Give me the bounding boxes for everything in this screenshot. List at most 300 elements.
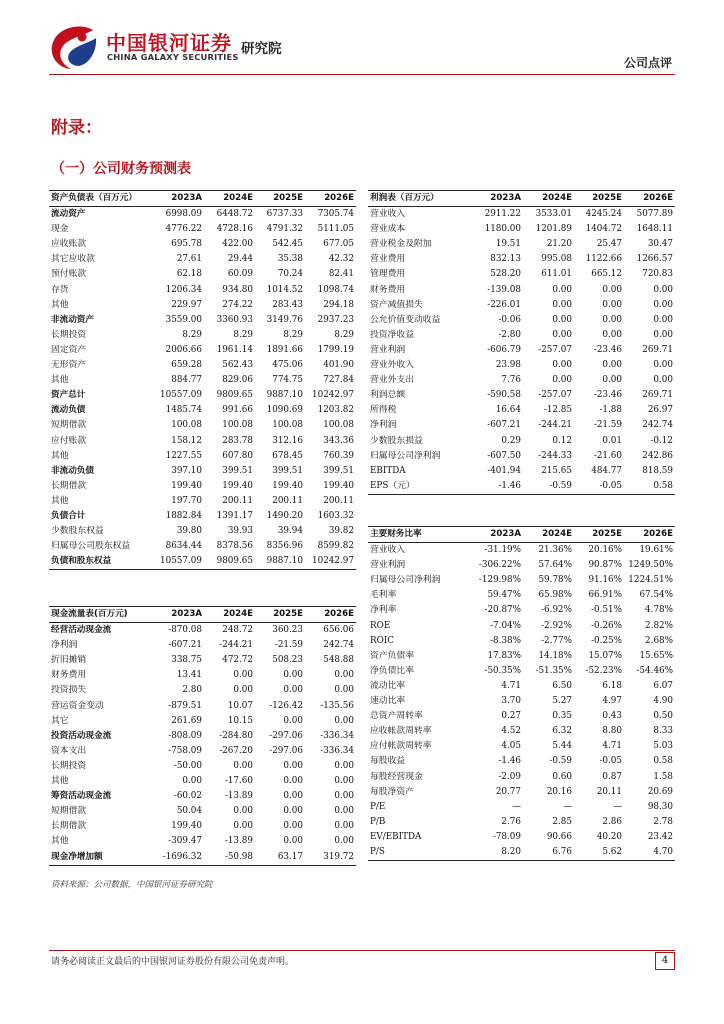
table-cell: 338.75 — [171, 655, 202, 666]
row-label: 其他 — [51, 375, 69, 386]
table-cell: -31.19% — [484, 545, 521, 556]
column-header: 2025E — [255, 607, 305, 623]
table-cell: 1201.89 — [535, 224, 572, 235]
row-label: 其他 — [51, 836, 69, 847]
table-cell: 0.27 — [501, 711, 521, 722]
table-row — [368, 222, 675, 237]
row-label: 财务费用 — [51, 670, 87, 681]
table-row — [368, 343, 675, 358]
column-header: 2024E — [204, 607, 255, 623]
table-row — [49, 328, 356, 343]
row-label: 资产负债率 — [370, 650, 414, 661]
table-cell: 29.44 — [227, 254, 253, 265]
table-cell: -0.05 — [574, 479, 624, 495]
table-cell: 508.23 — [272, 655, 303, 666]
table-cell: 39.93 — [227, 526, 253, 537]
logo-english-name: CHINA GALAXY SECURITIES — [107, 52, 239, 62]
table-cell: 695.78 — [171, 239, 202, 250]
table-cell: -226.01 — [487, 299, 521, 310]
table-cell: 7.76 — [501, 375, 521, 386]
table-cell: 0.00 — [283, 760, 303, 771]
table-row — [49, 653, 356, 668]
column-header: 2026E — [624, 191, 675, 207]
table-cell: 2.76 — [501, 816, 521, 827]
table-cell: 0.00 — [233, 806, 253, 817]
table-cell: 269.71 — [642, 390, 673, 401]
table-cell: 70.24 — [277, 269, 303, 280]
row-label: 公允价值变动收益 — [370, 314, 441, 325]
row-label: 流动负债 — [51, 405, 86, 416]
row-label: ROIC — [370, 635, 395, 646]
table-cell: 0.50 — [653, 711, 673, 722]
table-cell: 1485.74 — [165, 405, 202, 416]
table-cell: 39.94 — [277, 526, 303, 537]
table-row — [49, 789, 356, 804]
table-cell: 0.00 — [334, 685, 354, 696]
table-cell: 283.78 — [222, 435, 253, 446]
table-cell: -0.51% — [591, 605, 622, 616]
table-title: 现金流量表(百万元) — [49, 607, 153, 623]
table-cell: 656.06 — [323, 625, 354, 636]
row-label: 净利率 — [370, 605, 397, 616]
row-label: 每股净资产 — [370, 786, 414, 797]
table-cell: 0.00 — [653, 299, 673, 310]
table-cell: 659.28 — [171, 360, 202, 371]
table-row — [49, 554, 356, 570]
table-cell: 197.70 — [171, 495, 202, 506]
table-cell: 399.51 — [272, 465, 303, 476]
table-cell: 1882.84 — [165, 510, 202, 521]
research-institute-label: 研究院 — [241, 41, 282, 57]
table-cell: 283.43 — [272, 299, 303, 310]
table-row — [368, 403, 675, 418]
table-cell: 0.00 — [182, 776, 202, 787]
table-row — [368, 558, 675, 573]
table-cell: 4728.16 — [216, 224, 253, 235]
row-label: 其他 — [51, 495, 69, 506]
table-cell: 0.00 — [334, 806, 354, 817]
table-row — [49, 494, 356, 509]
table-cell: 4.71 — [501, 680, 521, 691]
footer-divider — [49, 950, 675, 951]
row-label: 流动资产 — [51, 209, 86, 220]
page-number: 4 — [655, 952, 675, 970]
table-row — [368, 709, 675, 724]
table-cell: 57.64% — [538, 560, 572, 571]
table-cell: 1490.20 — [266, 510, 303, 521]
table-cell: 401.90 — [323, 360, 354, 371]
table-cell: 677.05 — [323, 239, 354, 250]
table-cell: 0.00 — [334, 670, 354, 681]
table-cell: 20.16 — [546, 786, 572, 797]
table-cell: 0.00 — [334, 776, 354, 787]
table-cell: 2.85 — [552, 816, 572, 827]
table-cell: 40.20 — [596, 831, 622, 842]
table-cell: -12.85 — [543, 405, 572, 416]
column-header: 2026E — [305, 191, 356, 207]
table-cell: 27.61 — [176, 254, 202, 265]
table-cell: 0.00 — [334, 715, 354, 726]
table-cell: 829.06 — [222, 375, 253, 386]
table-row — [368, 815, 675, 830]
table-cell: 0.00 — [552, 360, 572, 371]
table-cell: 6.07 — [653, 680, 673, 691]
table-cell: 720.83 — [642, 269, 673, 280]
table-cell: 199.40 — [323, 480, 354, 491]
table-cell: 475.06 — [272, 360, 303, 371]
table-row — [368, 785, 675, 800]
row-label: 流动比率 — [370, 680, 406, 691]
table-cell: 472.72 — [222, 655, 253, 666]
table-cell: 0.00 — [283, 685, 303, 696]
table-cell: 1224.51% — [628, 575, 673, 586]
table-cell: -336.34 — [320, 730, 354, 741]
row-label: 营业利润 — [370, 560, 406, 571]
table-cell: 343.36 — [323, 435, 354, 446]
table-row — [368, 373, 675, 388]
table-cell: 10557.09 — [153, 554, 204, 570]
table-cell: 1648.11 — [636, 224, 673, 235]
table-cell: -17.60 — [224, 776, 253, 787]
table-cell: 66.91% — [588, 590, 622, 601]
table-cell: 1799.19 — [317, 344, 354, 355]
table-cell: 319.72 — [305, 850, 356, 866]
table-cell: 5111.05 — [317, 224, 354, 235]
table-cell: -590.58 — [487, 390, 521, 401]
table-row — [49, 252, 356, 267]
table-cell: 0.00 — [602, 314, 622, 325]
table-cell: 8.29 — [182, 329, 202, 340]
table-cell: 15.07% — [588, 650, 622, 661]
table-row — [368, 770, 675, 785]
table-row — [49, 683, 356, 698]
balance-sheet-table — [49, 190, 356, 570]
table-cell: 199.40 — [171, 821, 202, 832]
table-cell: -244.21 — [219, 640, 253, 651]
table-cell: 611.01 — [541, 269, 572, 280]
table-cell: 0.29 — [501, 435, 521, 446]
table-cell: 248.72 — [222, 625, 253, 636]
table-cell: -244.33 — [538, 450, 572, 461]
table-cell: 0.00 — [233, 670, 253, 681]
table-header-row — [368, 527, 675, 543]
table-cell: 65.98% — [538, 590, 572, 601]
logo-chinese-name: 中国银河证券 — [106, 31, 232, 55]
row-label: 其它应收款 — [51, 254, 95, 265]
table-cell: 0.00 — [233, 685, 253, 696]
table-cell: 8.20 — [472, 845, 523, 861]
table-cell: 158.12 — [171, 435, 202, 446]
table-title: 利润表（百万元） — [368, 191, 472, 207]
table-cell: 0.00 — [552, 375, 572, 386]
table-cell: 20.69 — [647, 786, 673, 797]
column-header: 2025E — [255, 191, 305, 207]
table-title: 资产负债表（百万元） — [49, 191, 153, 207]
row-label: 营业利润 — [370, 344, 406, 355]
table-cell: 548.88 — [323, 655, 354, 666]
row-label: 现金 — [51, 224, 69, 235]
table-row — [49, 313, 356, 328]
column-header: 2025E — [574, 191, 624, 207]
table-cell: 294.18 — [323, 299, 354, 310]
table-cell: -1.46 — [498, 756, 521, 767]
table-cell: 0.00 — [653, 314, 673, 325]
table-cell: 422.00 — [222, 239, 253, 250]
source-note: 资料来源：公司数据，中国银河证券研究院 — [51, 880, 213, 890]
table-cell: -50.35% — [484, 665, 521, 676]
table-cell: 542.45 — [272, 239, 303, 250]
table-cell: 0.01 — [602, 435, 622, 446]
table-cell: 760.39 — [323, 450, 354, 461]
table-cell: 6998.09 — [165, 209, 202, 220]
table-cell: -0.25% — [591, 635, 622, 646]
table-row — [49, 638, 356, 653]
table-cell: 0.00 — [283, 715, 303, 726]
row-label: 其它 — [51, 715, 69, 726]
table-row — [368, 739, 675, 754]
table-cell: 995.08 — [541, 254, 572, 265]
table-cell: -13.89 — [224, 791, 253, 802]
table-cell: 21.20 — [546, 239, 572, 250]
table-cell: -879.51 — [168, 700, 202, 711]
table-cell: 884.77 — [171, 375, 202, 386]
row-label: 营业税金及附加 — [370, 239, 432, 250]
table-cell: 0.00 — [552, 329, 572, 340]
table-cell: 26.97 — [647, 405, 673, 416]
row-label: 资本支出 — [51, 745, 87, 756]
table-cell: 2006.66 — [165, 344, 202, 355]
header-divider — [49, 74, 675, 75]
table-row — [368, 298, 675, 313]
table-row — [49, 343, 356, 358]
disclaimer-text: 请务必阅读正文最后的中国银河证券股份有限公司免责声明。 — [51, 957, 295, 967]
table-cell: -284.80 — [219, 730, 253, 741]
table-cell: — — [613, 801, 622, 812]
table-cell: 5.03 — [653, 741, 673, 752]
row-label: 其他 — [51, 299, 69, 310]
row-label: 经营活动现金流 — [51, 625, 112, 636]
table-cell: -870.08 — [168, 625, 202, 636]
row-label: 折旧摊销 — [51, 655, 87, 666]
row-label: 投资活动现金流 — [51, 730, 112, 741]
table-cell: 1090.69 — [266, 405, 303, 416]
table-row — [368, 313, 675, 328]
column-header: 2024E — [523, 527, 574, 543]
table-cell: 229.97 — [171, 299, 202, 310]
table-cell: 0.00 — [233, 760, 253, 771]
table-cell: 8599.82 — [317, 541, 354, 552]
table-cell: 1180.00 — [484, 224, 521, 235]
table-cell: 8634.44 — [165, 541, 202, 552]
row-label: P/B — [370, 816, 386, 827]
table-row — [49, 222, 356, 237]
table-cell: -7.04% — [490, 620, 521, 631]
table-cell: -51.35% — [535, 665, 572, 676]
appendix-title: 附录： — [51, 118, 102, 138]
table-row — [368, 449, 675, 464]
table-cell: 30.47 — [647, 239, 673, 250]
table-cell: -306.22% — [478, 560, 521, 571]
table-row — [368, 619, 675, 634]
row-label: 应收账款 — [51, 239, 87, 250]
row-label: 筹资活动现金流 — [51, 791, 112, 802]
table-cell: 7305.74 — [317, 209, 354, 220]
row-label: 短期借款 — [51, 806, 87, 817]
table-cell: 5.27 — [552, 696, 572, 707]
table-row — [49, 403, 356, 418]
table-cell: -1696.32 — [153, 850, 204, 866]
table-cell: 484.77 — [591, 465, 622, 476]
row-label: 管理费用 — [370, 269, 406, 280]
table-cell: 25.47 — [596, 239, 622, 250]
table-cell: 98.30 — [647, 801, 673, 812]
table-cell: 0.00 — [233, 821, 253, 832]
row-label: 固定资产 — [51, 344, 87, 355]
table-cell: 0.00 — [334, 760, 354, 771]
table-row — [368, 358, 675, 373]
table-row — [368, 207, 675, 223]
column-header: 2023A — [472, 191, 523, 207]
table-row — [368, 237, 675, 252]
table-cell: 62.18 — [176, 269, 202, 280]
row-label: EPS（元） — [368, 479, 472, 495]
table-cell: 60.09 — [227, 269, 253, 280]
table-row — [368, 649, 675, 664]
table-cell: 274.22 — [222, 299, 253, 310]
row-label: 少数股东权益 — [51, 526, 104, 537]
row-label: 其他 — [51, 450, 69, 461]
table-cell: 8.29 — [334, 329, 354, 340]
table-cell: -60.02 — [173, 791, 202, 802]
table-cell: 215.65 — [541, 465, 572, 476]
table-cell: -336.34 — [320, 745, 354, 756]
table-cell: -758.09 — [168, 745, 202, 756]
table-cell: 0.58 — [653, 756, 673, 767]
table-cell: 562.43 — [222, 360, 253, 371]
row-label: 资产总计 — [51, 390, 86, 401]
key-ratios-table — [368, 526, 675, 861]
table-cell: 0.00 — [552, 299, 572, 310]
page-header — [0, 0, 724, 80]
document-type-label: 公司点评 — [623, 56, 672, 70]
table-cell: 0.00 — [653, 375, 673, 386]
table-cell: -244.21 — [538, 420, 572, 431]
table-cell: 360.23 — [272, 625, 303, 636]
table-cell: 0.58 — [624, 479, 675, 495]
table-row — [49, 804, 356, 819]
table-cell: 15.65% — [639, 650, 673, 661]
table-cell: -21.59 — [593, 420, 622, 431]
table-cell: -2.09 — [498, 771, 521, 782]
table-cell: 14.18% — [538, 650, 572, 661]
table-cell: 59.47% — [487, 590, 521, 601]
table-row — [49, 774, 356, 789]
table-cell: 4.05 — [501, 741, 521, 752]
table-row — [368, 328, 675, 343]
table-cell: 0.00 — [283, 821, 303, 832]
table-cell: 607.80 — [222, 450, 253, 461]
table-cell: -21.59 — [274, 640, 303, 651]
table-cell: -21.60 — [593, 450, 622, 461]
table-cell: 10242.97 — [312, 390, 354, 401]
table-row — [49, 539, 356, 554]
table-cell: 8.29 — [233, 329, 253, 340]
table-row — [49, 714, 356, 729]
table-cell: 0.00 — [283, 670, 303, 681]
table-cell: 0.43 — [602, 711, 622, 722]
table-cell: 4791.32 — [266, 224, 303, 235]
table-cell: 3559.00 — [165, 314, 202, 325]
column-header: 2026E — [624, 527, 675, 543]
table-cell: -607.21 — [487, 420, 521, 431]
table-cell: 5.62 — [574, 845, 624, 861]
galaxy-logo-icon — [49, 24, 99, 70]
row-label: 归属母公司净利润 — [370, 575, 441, 586]
table-cell: 35.38 — [277, 254, 303, 265]
table-cell: 4.90 — [653, 696, 673, 707]
table-cell: 1122.66 — [585, 254, 622, 265]
table-cell: -23.46 — [593, 344, 622, 355]
table-row — [49, 850, 356, 866]
table-cell: 42.32 — [328, 254, 354, 265]
table-cell: 269.71 — [642, 344, 673, 355]
row-label: 净利润 — [370, 420, 397, 431]
table-cell: -0.06 — [498, 314, 521, 325]
table-cell: 100.08 — [272, 420, 303, 431]
row-label: 财务费用 — [370, 284, 406, 295]
column-header: 2024E — [523, 191, 574, 207]
row-label: 负债和股东权益 — [49, 554, 153, 570]
table-cell: 242.86 — [642, 450, 673, 461]
table-cell: -139.08 — [487, 284, 521, 295]
table-cell: -808.09 — [168, 730, 202, 741]
row-label: 长期借款 — [51, 821, 87, 832]
table-cell: 4776.22 — [165, 224, 202, 235]
row-label: EBITDA — [370, 465, 406, 476]
table-cell: -297.06 — [269, 745, 303, 756]
table-cell: 727.84 — [323, 375, 354, 386]
table-cell: 8.80 — [602, 726, 622, 737]
row-label: 每股收益 — [370, 756, 406, 767]
row-label: 预付账款 — [51, 269, 87, 280]
table-row — [49, 267, 356, 282]
table-cell: 6.32 — [552, 726, 572, 737]
table-row — [49, 834, 356, 849]
table-cell: -309.47 — [168, 836, 202, 847]
table-row — [368, 603, 675, 618]
row-label: 长期投资 — [51, 329, 87, 340]
table-cell: 63.17 — [255, 850, 305, 866]
table-row — [368, 800, 675, 815]
table-cell: 312.16 — [272, 435, 303, 446]
table-cell: 528.20 — [490, 269, 521, 280]
table-row — [49, 464, 356, 479]
row-label: P/S — [368, 845, 472, 861]
table-cell: 9809.65 — [204, 554, 255, 570]
table-row — [368, 283, 675, 298]
table-row — [49, 668, 356, 683]
row-label: 负债合计 — [51, 510, 86, 521]
table-cell: 1206.34 — [165, 284, 202, 295]
row-label: 总资产周转率 — [370, 711, 423, 722]
table-row — [49, 283, 356, 298]
table-cell: 1603.32 — [317, 510, 354, 521]
table-cell: 1961.14 — [216, 344, 253, 355]
table-cell: 6737.33 — [266, 209, 303, 220]
table-cell: 399.51 — [222, 465, 253, 476]
table-cell: 4245.24 — [585, 209, 622, 220]
row-label: 毛利率 — [370, 590, 397, 601]
